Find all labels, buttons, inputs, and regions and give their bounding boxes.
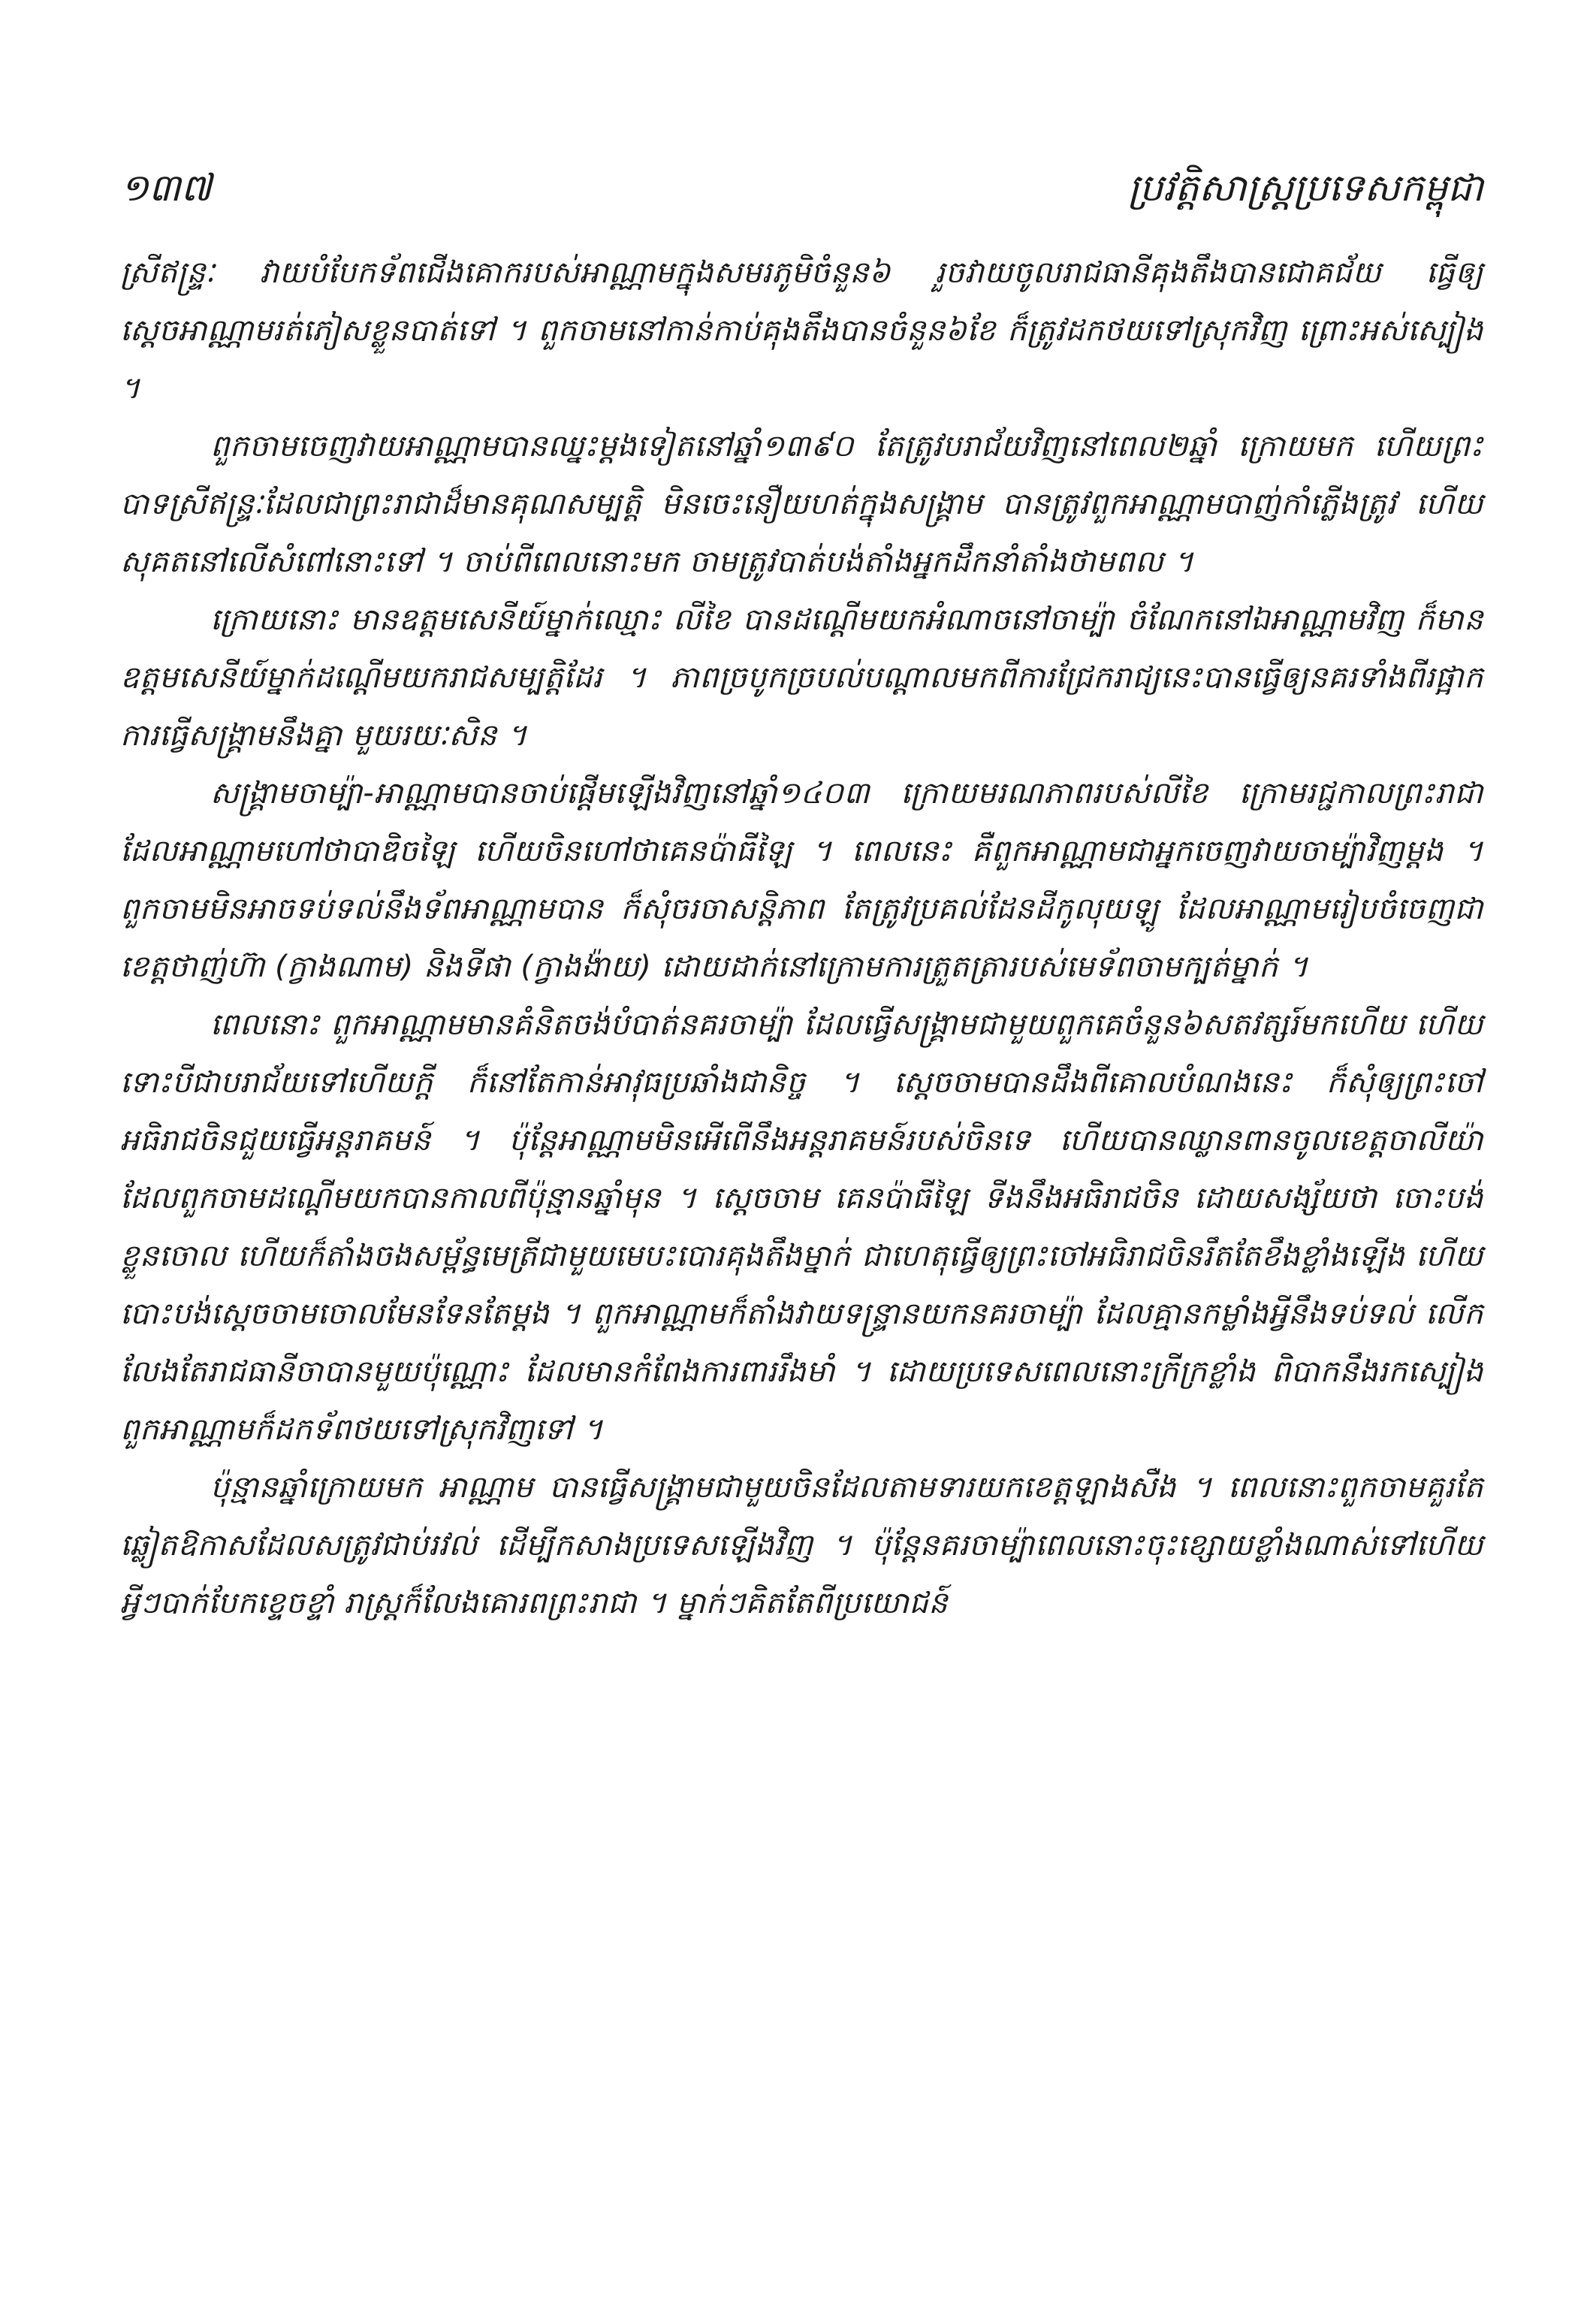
- page-number: ១៣៧: [120, 165, 212, 210]
- paragraph: ប៉ុន្មានឆ្នាំក្រោយមក អាណ្ណាម បានធ្វើសង្គ្រាមជាមួយចិនដែលតាមទារយកខេត្តឡាងសឺង ។ ពេលនោះពួកចាមគួរតែឆ្លៀតឱកាសដែលសត្រូវជាប់រវល់ ដើម្បីកសាងប្រទេសឡើងវិញ ។ ប៉ុន្តែនគរចាម្ប៉ាពេលនោះចុះខ្សោយខ្លាំងណាស់ទៅហើយ អ្វីៗបាក់បែកខ្ទេចខ្ទាំ រាស្ត្រក៏លែងគោរពព្រះរាជា ។ ម្នាក់ៗគិតតែពីប្រយោជន៍: [120, 1470, 1483, 1620]
- paragraph: ស្រីឥន្ទ្រៈ វាយបំបែកទ័ពជើងគោករបស់អាណ្ណាមក្នុងសមរភូមិចំនួន៦ រួចវាយចូលរាជធានីគុងតឹងបានជោគជ័យ ធ្វើឲ្យស្តេចអាណ្ណាមរត់ភៀសខ្លួនបាត់ទៅ ។ ពួកចាមនៅកាន់កាប់គុងតឹងបានចំនួន៦ខែ ក៏ត្រូវដកថយទៅស្រុកវិញ ព្រោះអស់ស្បៀង ។: [120, 255, 1483, 406]
- paragraph: ពួកចាមចេញវាយអាណ្ណាមបានឈ្នះម្តងទៀតនៅឆ្នាំ១៣៩០ តែត្រូវបរាជ័យវិញនៅពេល២ឆ្នាំ ក្រោយមក ហើយព្រះបាទស្រីឥន្ទ្រៈដែលជាព្រះរាជាដ៏មានគុណសម្បត្តិ មិនចេះនឿយហត់ក្នុងសង្គ្រាម បានត្រូវពួកអាណ្ណាមបាញ់កាំភ្លើងត្រូវ ហើយសុគតនៅលើសំពៅនោះទៅ ។ ចាប់ពីពេលនោះមក ចាមត្រូវបាត់បង់តាំងអ្នកដឹកនាំតាំងថាមពល ។: [120, 429, 1483, 579]
- body-text: [120, 244, 1483, 1632]
- paragraph: សង្គ្រាមចាម្ប៉ា-អាណ្ណាមបានចាប់ផ្តើមឡើងវិញនៅឆ្នាំ១៤០៣ ក្រោយមរណភាពរបស់លីខៃ ក្រោមរជ្ជកាលព្រះរាជាដែលអាណ្ណាមហៅថាបាឌិចឡៃ ហើយចិនហៅថាគេនប៉ាធីឡៃ ។ ពេលនេះ គឺពួកអាណ្ណាមជាអ្នកចេញវាយចាម្ប៉ាវិញម្តង ។ ពួកចាមមិនអាចទប់ទល់នឹងទ័ពអាណ្ណាមបាន ក៏សុំចរចាសន្តិភាព តែត្រូវប្រគល់ដែនដីកូលុយឡូ ដែលអាណ្ណាមរៀបចំចេញជាខេត្តថាញ់ហ៊ា (ក្វាងណាម) និងទីផា (ក្វាងង៉ាយ) ដោយដាក់នៅក្រោមការត្រួតត្រារបស់មេទ័ពចាមក្បត់ម្នាក់ ។: [120, 776, 1483, 984]
- running-title: ប្រវត្តិសាស្ត្រប្រទេសកម្ពុជា: [1127, 165, 1483, 210]
- paragraph: ពេលនោះ ពួកអាណ្ណាមមានគំនិតចង់បំបាត់នគរចាម្ប៉ា ដែលធ្វើសង្គ្រាមជាមួយពួកគេចំនួន៦សតវត្សរ៍មកហើយ ហើយទោះបីជាបរាជ័យទៅហើយក្តី ក៏នៅតែកាន់អាវុធប្រឆាំងជានិច្ច ។ ស្តេចចាមបានដឹងពីគោលបំណងនេះ ក៏សុំឲ្យព្រះចៅអធិរាជចិនជួយធ្វើអន្តរាគមន៍ ។ ប៉ុន្តែអាណ្ណាមមិនអើពើនឹងអន្តរាគមន៍របស់ចិនទេ ហើយបានឈ្លានពានចូលខេត្តចាលីយ៉ា ដែលពួកចាមដណ្តើមយកបានកាលពីប៉ុន្មានឆ្នាំមុន ។ ស្តេចចាម គេនប៉ាធីឡៃ ទីងនឹងអធិរាជចិន ដោយសង្ស័យថា ចោះបង់ខ្លួនចោល ហើយក៏តាំងចងសម្ព័ន្ធមេត្រីជាមួយមេបះបោរគុងតឹងម្នាក់ ជាហេតុធ្វើឲ្យព្រះចៅអធិរាជចិនរឹតតែខឹងខ្លាំងឡើង ហើយបោះបង់ស្តេចចាមចោលមែនទែនតែម្តង ។ ពួកអាណ្ណាមក៏តាំងវាយទន្ទ្រានយកនគរចាម្ប៉ា ដែលគ្មានកម្លាំងអ្វីនឹងទប់ទល់ លើកលែងតែរាជធានីចាបានមួយប៉ុណ្ណោះ ដែលមានកំពែងការពាររឹងមាំ ។ ដោយប្រទេសពេលនោះក្រីក្រខ្លាំង ពិបាកនឹងរកស្បៀង ពួកអាណ្ណាមក៏ដកទ័ពថយទៅស្រុកវិញទៅ ។: [120, 1007, 1483, 1447]
- page-header: [120, 162, 1483, 222]
- paragraph: ក្រោយនោះ មានឧត្តមសេនីយ៍ម្នាក់ឈ្មោះ លីខៃ បានដណ្តើមយកអំណាចនៅចាម្ប៉ា ចំណែកនៅឯអាណ្ណាមវិញ ក៏មានឧត្តមសេនីយ៍ម្នាក់ដណ្តើមយករាជសម្បត្តិដែរ ។ ភាពច្របូកច្របល់បណ្តាលមកពីការជ្រែករាជ្យនេះបានធ្វើឲ្យនគរទាំងពីរផ្អាកការធ្វើសង្គ្រាមនឹងគ្នា មួយរយៈសិន ។: [120, 602, 1483, 753]
